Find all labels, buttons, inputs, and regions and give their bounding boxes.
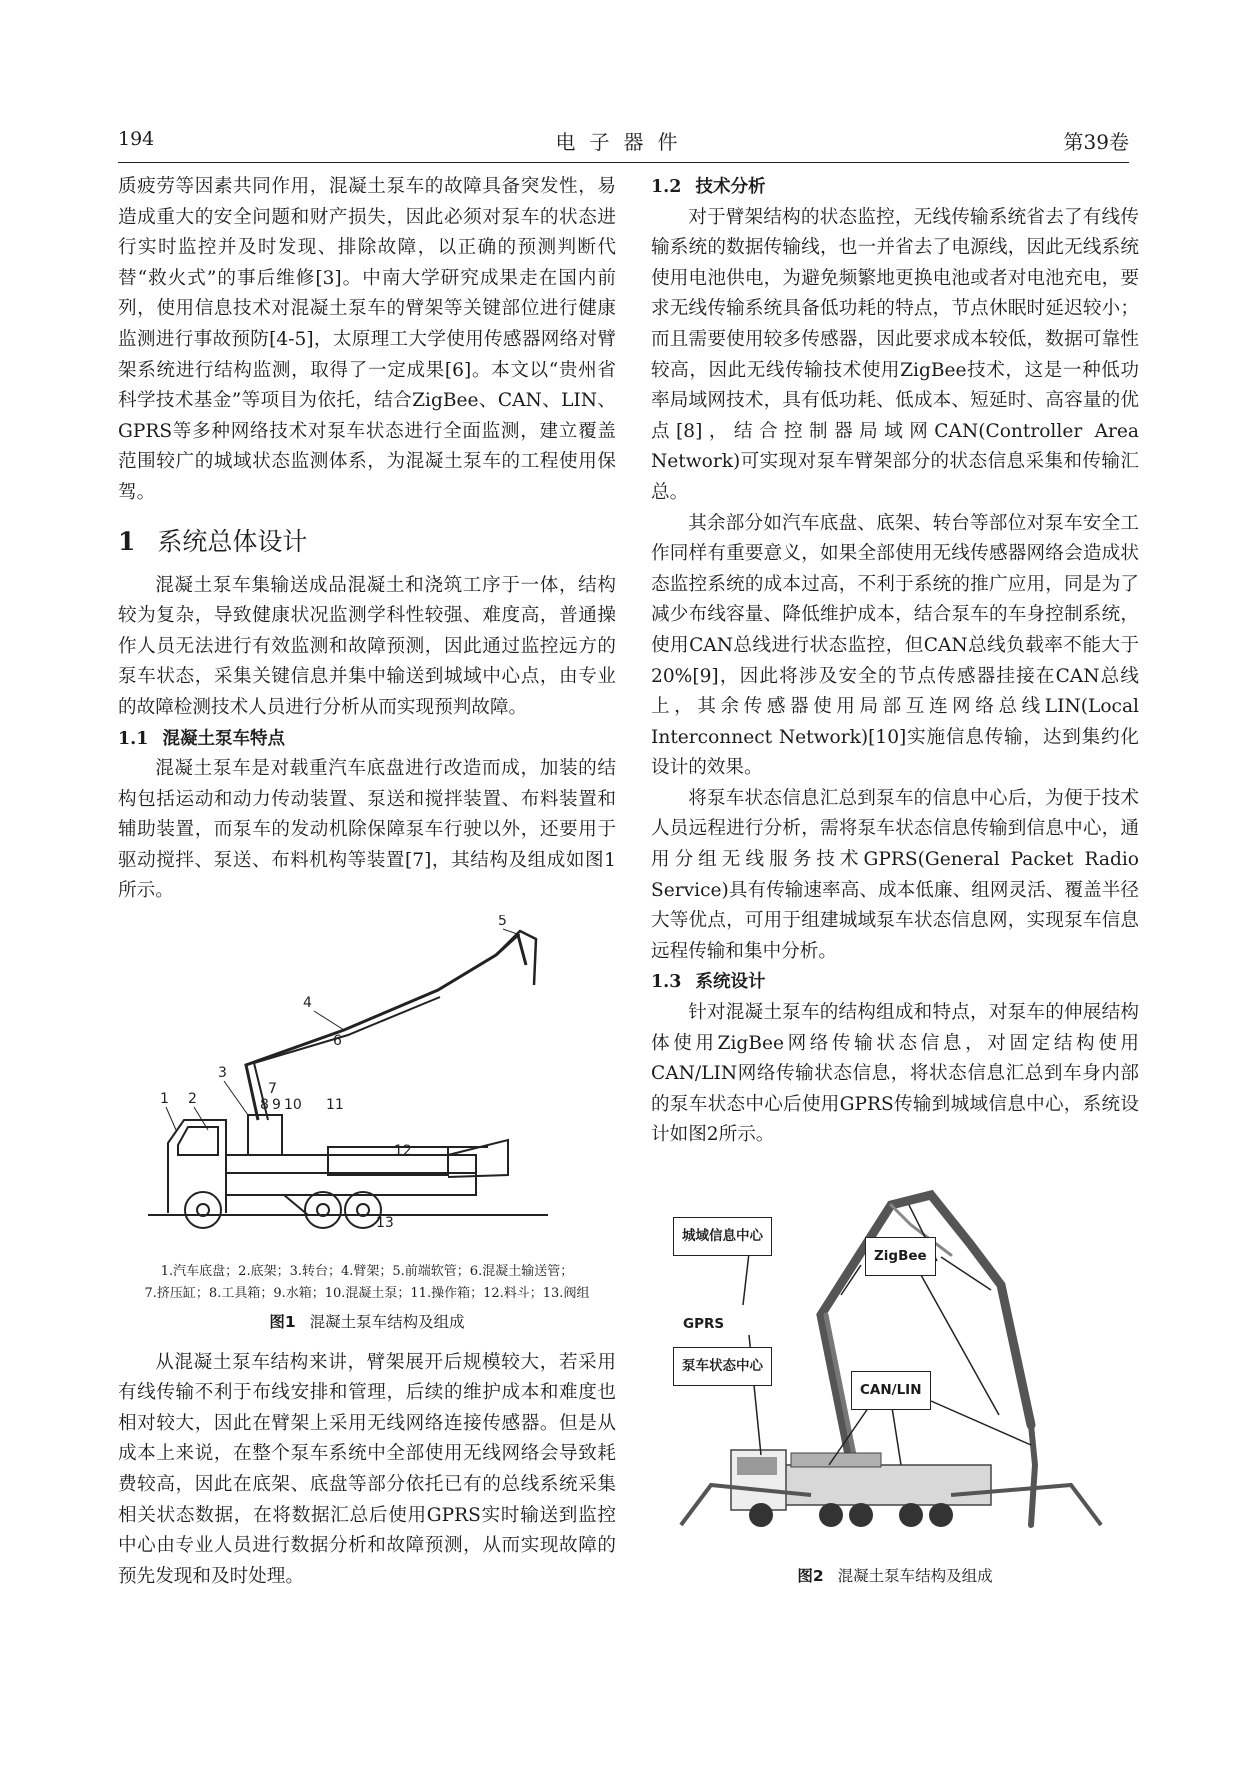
figure-title: 混凝土泵车结构及组成 xyxy=(309,1313,465,1332)
subsection-number: 1.3 xyxy=(651,972,682,993)
paragraph: 从混凝土泵车结构来讲，臂架展开后规模较大，若采用有线传输不利于布线安排和管理，后续的维护成本和难度也相对较大，因此在臂架上采用无线网络连接传感器。但是从成本上来说，在整个泵车系统中全部使用无线网络会导致耗费较高，因此在底架、底盘等部分依托已有的总线系统采集相关状态数据，在将数据汇总后使用GPRS实时输送到监控中心由专业人员进行数据分析和故障预测，从而实现故障的预先发现和及时处理。 xyxy=(118,1351,616,1587)
paragraph: 对于臂架结构的状态监控，无线传输系统省去了有线传输系统的数据传输线，也一并省去了电源线，因此无线系统使用电池供电，为避免频繁地更换电池或者对电池充电，要求无线传输系统具备低功耗的特点，节点休眠时延迟较小；而且需要使用较多传感器，因此要求成本较低，数据可靠性较高，因此无线传输技术使用ZigBee技术，这是一种低功率局域网技术，具有低功耗、低成本、短延时、高容量的优点[8]，结合控制器局域网CAN(Controller Area Network)可实现对泵车臂架部分的状态信息采集和传输汇总。 xyxy=(651,206,1139,503)
figure-title: 混凝土泵车结构及组成 xyxy=(837,1567,993,1585)
figure-1 xyxy=(118,915,616,1255)
part-label: 7 xyxy=(268,1081,277,1098)
subsection-heading xyxy=(651,172,1139,203)
subsection-title: 系统设计 xyxy=(695,972,766,993)
figure-1-legend: 7.挤压缸；8.工具箱；9.水箱；10.混凝土泵；11.操作箱；12.料斗；13.阀组 xyxy=(144,1286,590,1302)
journal-title: 电子器件 xyxy=(555,130,692,154)
city-info-center-label: 城域信息中心 xyxy=(673,1217,772,1256)
subsection-heading xyxy=(651,967,1139,998)
part-label: 13 xyxy=(376,1215,394,1232)
part-label: 1 xyxy=(160,1091,169,1108)
figure-2 xyxy=(651,1165,1139,1555)
can-lin-label: CAN/LIN xyxy=(851,1371,931,1410)
header-rule xyxy=(118,162,1129,163)
part-label: 3 xyxy=(218,1065,227,1082)
part-label: 11 xyxy=(326,1097,344,1114)
pump-status-center-label: 泵车状态中心 xyxy=(673,1347,772,1386)
part-label: 2 xyxy=(188,1091,197,1108)
page-number: 194 xyxy=(118,128,155,150)
right-column xyxy=(651,172,1139,1602)
subsection-heading xyxy=(118,724,616,755)
paragraph: 混凝土泵车集输送成品混凝土和浇筑工序于一体，结构较为复杂，导致健康状况监测学科性较强、难度高，普通操作人员无法进行有效监测和故障预测，因此通过监控远方的泵车状态，采集关键信息并集中输送到城域中心点，由专业的故障检测技术人员进行分析从而实现预判故障。 xyxy=(118,574,616,718)
part-label: 5 xyxy=(498,915,507,930)
zigbee-label: ZigBee xyxy=(865,1237,936,1276)
figure-1-legend: 1.汽车底盘；2.底架；3.转台；4.臂架；5.前端软管；6.混凝土输送管； xyxy=(160,1264,574,1280)
figure-number: 图2 xyxy=(797,1567,824,1585)
section-number: 1 xyxy=(118,526,136,556)
figure-2-caption xyxy=(651,1561,1139,1592)
left-column xyxy=(118,172,616,1592)
subsection-number: 1.1 xyxy=(118,728,149,749)
subsection-title: 混凝土泵车特点 xyxy=(162,728,285,749)
subsection-title: 技术分析 xyxy=(695,177,766,197)
section-heading xyxy=(118,523,616,561)
truck-line-drawing xyxy=(148,915,588,1255)
part-label: 12 xyxy=(394,1143,412,1160)
paragraph: 质疲劳等因素共同作用，混凝土泵车的故障具备突发性，易造成重大的安全问题和财产损失，因此必须对泵车的状态进行实时监控并及时发现、排除故障，以正确的预测判断代替“救火式”的事后维修[3]。中南大学研究成果走在国内前列，使用信息技术对混凝土泵车的臂架等关键部位进行健康监测进行事故预防[4-5]，太原理工大学使用传感器网络对臂架系统进行结构监测，取得了一定成果[6]。本文以“贵州省科学技术基金”等项目为依托，结合ZigBee、CAN、LIN、GPRS等多种网络技术对泵车状态进行全面监测，建立覆盖范围较广的城域状态监测体系，为混凝土泵车的工程使用保驾。 xyxy=(118,176,616,503)
part-label: 4 xyxy=(303,995,312,1012)
part-label: 10 xyxy=(284,1097,302,1114)
paragraph: 其余部分如汽车底盘、底架、转台等部位对泵车安全工作同样有重要意义，如果全部使用无线传感器网络会造成状态监控系统的成本过高，不利于系统的推广应用，同是为了减少布线容量、降低维护成本，结合泵车的车身控制系统，使用CAN总线进行状态监控，但CAN总线负载率不能大于20%[9]，因此将涉及安全的节点传感器挂接在CAN总线上，其余传感器使用局部互连网络总线LIN(Local Interconnect Network)[10]实施信息传输，达到集约化设计的效果。 xyxy=(651,512,1139,779)
part-label: 8 xyxy=(260,1097,269,1114)
paragraph: 将泵车状态信息汇总到泵车的信息中心后，为便于技术人员远程进行分析，需将泵车状态信息传输到信息中心，通用分组无线服务技术GPRS(General Packet Radio Service)具有传输速率高、成本低廉、组网灵活、覆盖半径大等优点，可用于组建城域泵车状态信息网，实现泵车信息远程传输和集中分析。 xyxy=(651,787,1139,962)
figure-number: 图1 xyxy=(269,1313,296,1332)
part-label: 9 xyxy=(272,1097,281,1114)
paragraph: 针对混凝土泵车的结构组成和特点，对泵车的伸展结构体使用ZigBee网络传输状态信息，对固定结构使用CAN/LIN网络传输状态信息，将状态信息汇总到车身内部的泵车状态中心后使用GPRS传输到城域信息中心，系统设计如图2所示。 xyxy=(651,1002,1139,1146)
section-title: 系统总体设计 xyxy=(157,526,308,556)
part-label: 6 xyxy=(333,1033,342,1050)
subsection-number: 1.2 xyxy=(651,177,682,197)
figure-1-caption xyxy=(118,1307,616,1338)
volume-label: 第39卷 xyxy=(1063,130,1129,154)
paragraph: 混凝土泵车是对载重汽车底盘进行改造而成，加装的结构包括运动和动力传动装置、泵送和搅拌装置、布料装置和辅助装置，而泵车的发动机除保障泵车行驶以外，还要用于驱动搅拌、泵送、布料机构等装置[7]，其结构及组成如图1所示。 xyxy=(118,758,616,902)
gprs-label: GPRS xyxy=(683,1316,725,1332)
page-header xyxy=(118,120,1129,160)
